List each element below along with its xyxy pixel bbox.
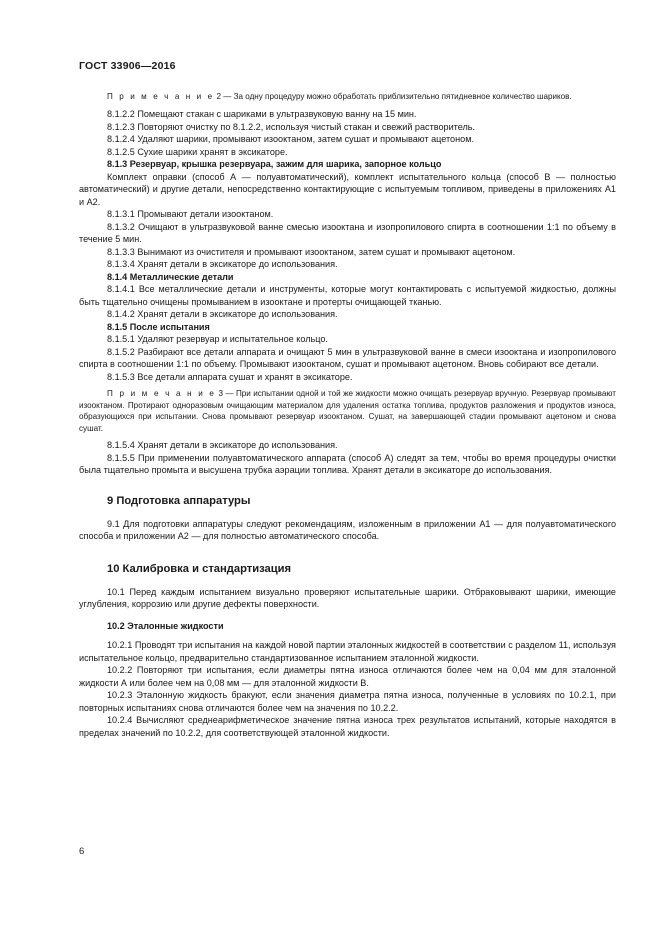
clause-10-2-1: 10.2.1 Проводят три испытания на каждой новой партии эталонных жидкостей в соответствии с разделом 11, используя испытательное кольцо, предварительно стандартизованное испытанием эталонной жидкости.: [79, 640, 616, 663]
note-text: 2 — За одну процедуру можно обработать приблизительно пятидневное количество шариков.: [214, 92, 572, 101]
page-content: [79, 91, 616, 739]
clause-10-2-4: 10.2.4 Вычисляют среднеарифметическое значение пятна износа трех результатов испытаний, которые находятся в пределах значений по 10.2.2, для соответствующей эталонной жидкости.: [79, 715, 616, 738]
clause-8-1-2-5: 8.1.2.5 Сухие шарики хранят в эксикаторе.: [107, 146, 288, 157]
note-2: [79, 91, 616, 102]
note-text: 3 — При испытании одной и той же жидкости можно очищать резервуар вручную. Резервуар промывают изооктаном. Протирают одноразовым очищающим материалом для удаления остатка топлива, продуктов разложения и продуктов износа, образующихся при испытании. Снова промывают резервуар изооктаном. Сушат, на завершающей стадии промывают ацетоном и снова сушат.: [79, 389, 616, 433]
document-header: ГОСТ 33906—2016: [79, 60, 176, 72]
subsection-heading-10-2: 10.2 Эталонные жидкости: [107, 620, 224, 631]
clause-8-1-4-1: 8.1.4.1 Все металлические детали и инструменты, которые могут контактировать с испытуемой жидкостью, должны быть тщательно очищены промыванием в изооктане и протерты очищающей тканью.: [79, 284, 616, 307]
clause-8-1-2-4: 8.1.2.4 Удаляют шарики, промывают изооктаном, затем сушат и промывают ацетоном.: [107, 134, 474, 145]
clause-8-1-2-2: 8.1.2.2 Помещают стакан с шариками в ультразвуковую ванну на 15 мин.: [107, 109, 417, 120]
note-3: [79, 388, 616, 434]
subsection-heading-8-1-4: 8.1.4 Металлические детали: [107, 271, 234, 282]
clause-8-1-3-4: 8.1.3.4 Хранят детали в эксикаторе до использования.: [107, 259, 338, 270]
clause-10-2-3: 10.2.3 Эталонную жидкость бракуют, если значения диаметра пятна износа, полученные в условиях по 10.2.1, при повторных испытаниях снова отличаются более чем на значения по 10.2.2.: [79, 690, 616, 713]
page-number: 6: [79, 846, 85, 857]
section-heading-9: 9 Подготовка аппаратуры: [107, 494, 251, 507]
subsection-heading-8-1-5: 8.1.5 После испытания: [107, 321, 210, 332]
section-heading-10: 10 Калибровка и стандартизация: [107, 562, 292, 575]
clause-8-1-5-1: 8.1.5.1 Удаляют резервуар и испытательное кольцо.: [107, 334, 328, 345]
clause-8-1-5-5: 8.1.5.5 При применении полуавтоматического аппарата (способ А) следят за тем, чтобы во время процедуры очистки была тщательно промыта и высушена трубка аэрации топлива. Хранят детали в эксикаторе до использования.: [79, 452, 616, 476]
paragraph-8-1-3: Комплект оправки (способ А — полуавтоматический), комплект испытательного кольца (способ В — полностью автоматический) и другие детали, непосредственно контактирующие с испытуемым топливом, приведены в приложениях А1 и А2.: [79, 171, 616, 207]
clause-8-1-3-1: 8.1.3.1 Промывают детали изооктаном.: [107, 209, 274, 220]
clause-10-2-2: 10.2.2 Повторяют три испытания, если диаметры пятна износа отличаются более чем на 0,04 мм для эталонной жидкости А или более чем на 0,08 мм — для эталонной жидкости В.: [79, 665, 616, 688]
note-label: П р и м е ч а н и е: [107, 92, 215, 101]
clause-8-1-5-3: 8.1.5.3 Все детали аппарата сушат и хранят в эксикаторе.: [107, 371, 353, 382]
clause-8-1-4-2: 8.1.4.2 Хранят детали в эксикаторе до использования.: [107, 309, 338, 320]
clause-8-1-5-2: 8.1.5.2 Разбирают все детали аппарата и очищают 5 мин в ультразвуковой ванне в смеси изооктана и изопропилового спирта в соотношении 1:1 по объему. Промывают изооктаном, сушат и промывают ацетоном. Вновь собирают все детали.: [79, 346, 616, 370]
clause-8-1-3-2: 8.1.3.2 Очищают в ультразвуковой ванне смесью изооктана и изопропилового спирта в соотношении 1:1 по объему в течение 5 мин.: [79, 221, 616, 245]
clause-9-1: 9.1 Для подготовки аппаратуры следуют рекомендациям, изложенным в приложении А1 — для полуавтоматического способа и приложении А2 — для полностью автоматического способа.: [79, 518, 616, 542]
clause-8-1-5-4: 8.1.5.4 Хранят детали в эксикаторе до использования.: [107, 440, 338, 451]
subsection-heading-8-1-3: 8.1.3 Резервуар, крышка резервуара, зажим для шарика, запорное кольцо: [107, 159, 442, 170]
clause-8-1-2-3: 8.1.2.3 Повторяют очистку по 8.1.2.2, используя чистый стакан и свежий растворитель.: [107, 121, 476, 132]
note-label: П р и м е ч а н и е: [107, 389, 217, 399]
clause-8-1-3-3: 8.1.3.3 Вынимают из очистителя и промывают изооктаном, затем сушат и промывают ацетоном.: [107, 246, 516, 257]
clause-10-1: 10.1 Перед каждым испытанием визуально проверяют испытательные шарики. Отбраковывают шарики, имеющие углубления, коррозию или другие дефекты поверхности.: [79, 586, 616, 610]
